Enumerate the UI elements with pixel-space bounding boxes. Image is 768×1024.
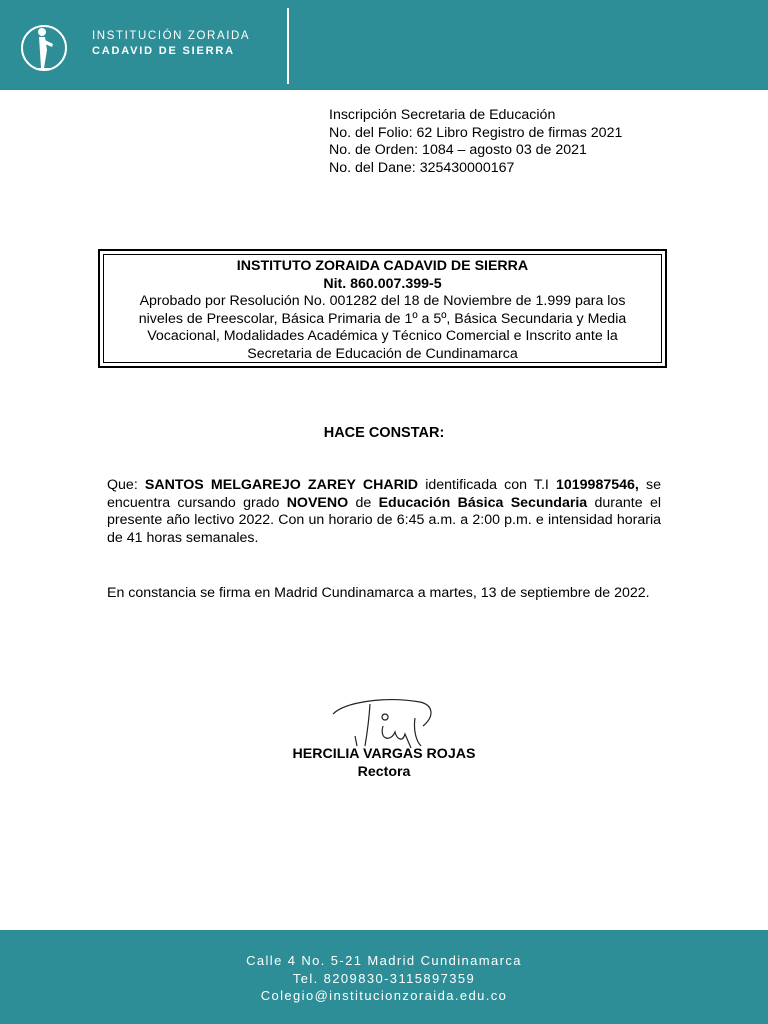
handwritten-signature xyxy=(325,692,440,752)
text-segment: Que: xyxy=(107,477,145,493)
institute-approval-line: niveles de Preescolar, Básica Primaria de 1º a 5º, Básica Secundaria y Media xyxy=(138,310,627,327)
institute-approval-line: Vocacional, Modalidades Académica y Técnico Comercial e Inscrito ante la xyxy=(147,328,618,345)
registration-info xyxy=(329,107,622,177)
education-level: Educación Básica Secundaria xyxy=(378,494,588,511)
student-id: 1019987546, xyxy=(556,477,639,493)
header-divider xyxy=(287,8,289,84)
certificate-title: HACE CONSTAR: xyxy=(323,425,445,441)
footer-banner xyxy=(0,930,768,1024)
institute-nit: Nit. 860.007.399-5 xyxy=(323,275,442,292)
footer-phone: Tel. 8209830-3115897359 xyxy=(292,970,476,986)
institute-name: INSTITUTO ZORAIDA CADAVID DE SIERRA xyxy=(236,258,529,274)
text-segment: durante el presente año lectivo 2022. Con un horario de 6:45 a.m. a 2:00 p.m. e intensidad horaria de 41 horas semanales. xyxy=(107,494,661,546)
text-segment: de xyxy=(348,494,379,511)
registration-line: Inscripción Secretaria de Educación xyxy=(329,107,556,123)
institute-approval-line: Aprobado por Resolución No. 001282 del 18 de Noviembre de 1.999 para los xyxy=(139,293,626,310)
institute-approval-line: Secretaria de Educación de Cundinamarca xyxy=(247,345,518,362)
registration-line: No. del Folio: 62 Libro Registro de firmas 2021 xyxy=(329,124,623,141)
signing-statement: En constancia se firma en Madrid Cundinamarca a martes, 13 de septiembre de 2022. xyxy=(107,585,650,601)
registration-line: No. del Dane: 325430000167 xyxy=(329,159,515,176)
signatory-role: Rectora xyxy=(357,764,411,780)
footer-email[interactable]: Colegio@institucionzoraida.edu.co xyxy=(260,988,508,1003)
footer-address: Calle 4 No. 5-21 Madrid Cundinamarca xyxy=(246,953,522,968)
institute-box xyxy=(98,249,667,368)
student-name: SANTOS MELGAREJO ZAREY CHARID xyxy=(144,477,419,493)
text-segment: se encuentra cursando grado xyxy=(107,477,661,511)
reading-figure-icon xyxy=(20,18,68,78)
certificate-paragraph xyxy=(107,477,661,547)
text-segment: identificada con T.I xyxy=(418,477,556,493)
signatory-name: HERCILIA VARGAS ROJAS xyxy=(292,746,476,762)
header-institution-line1: INSTITUCIÓN ZORAIDA xyxy=(92,30,251,42)
student-grade: NOVENO xyxy=(286,494,349,511)
institute-box-inner xyxy=(103,254,662,363)
header-banner xyxy=(0,0,768,90)
registration-line: No. de Orden: 1084 – agosto 03 de 2021 xyxy=(329,142,587,158)
header-institution-line2: CADAVID DE SIERRA xyxy=(92,45,235,57)
